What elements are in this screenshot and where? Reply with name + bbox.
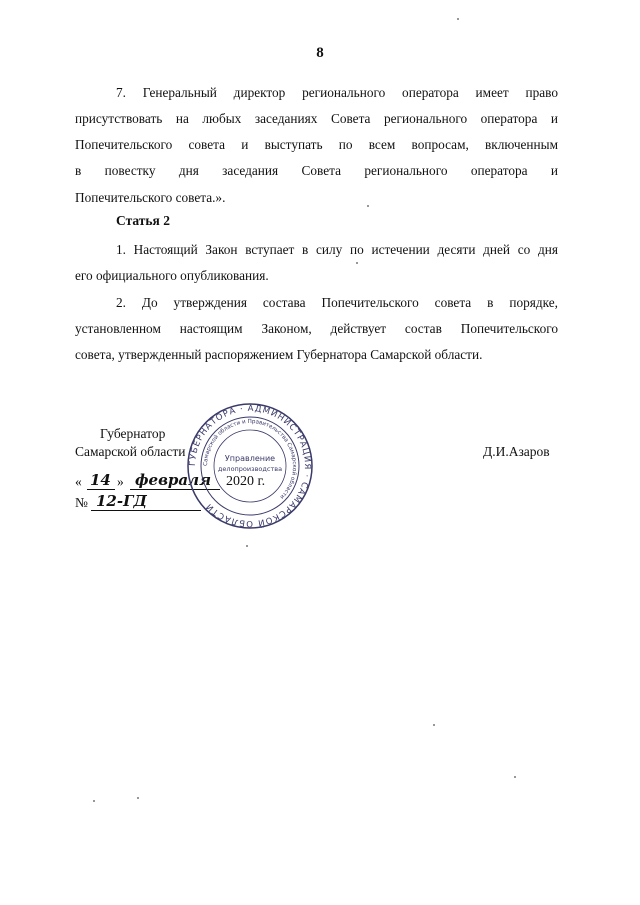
paragraph7-line4: в повестку дня заседания Совета регионального оператора и: [75, 163, 558, 178]
stamp-inner-text: Самарской области и Правительства Самарской области: [202, 418, 298, 500]
stamp-center-line1: Управление: [224, 454, 276, 463]
paragraph7-line1: 7. Генеральный директор регионального оператора имеет право: [116, 85, 558, 100]
scan-speck: [514, 776, 516, 778]
scan-speck: [137, 797, 139, 799]
signature-title-line2: Самарской области: [75, 444, 186, 459]
date-day-underline: [87, 489, 115, 490]
article2-heading: Статья 2: [116, 213, 170, 228]
stamp-outer-text: ГУБЕРНАТОРА · АДМИНИСТРАЦИЯ · САМАРСКОЙ ОБЛАСТИ: [187, 403, 313, 529]
scan-speck: [457, 18, 459, 20]
scan-speck: [93, 800, 95, 802]
signature-title-line1: Губернатор: [100, 426, 166, 441]
scan-speck: [433, 724, 435, 726]
article2-p1-line1: 1. Настоящий Закон вступает в силу по истечении десяти дней со дня: [116, 242, 558, 257]
article2-p2-line2: установленном настоящим Законом, действует состав Попечительского: [75, 321, 558, 336]
page-number: 8: [316, 45, 324, 61]
scan-speck: [356, 262, 358, 264]
paragraph7-line3: Попечительского совета и выступать по всем вопросам, включенным: [75, 137, 558, 152]
paragraph7-line2: присутствовать на любых заседаниях Совета регионального оператора и: [75, 111, 558, 126]
scan-speck: [246, 545, 248, 547]
date-year: 2020 г.: [226, 474, 266, 489]
date-day: 14: [90, 471, 111, 489]
date-close-quote: »: [117, 474, 124, 489]
number-value: 12-ГД: [96, 492, 147, 510]
article2-p2-line1: 2. До утверждения состава Попечительского совета в порядке,: [116, 295, 558, 310]
signatory-name: Д.И.Азаров: [483, 444, 550, 459]
date-month: февраля: [135, 471, 212, 489]
official-stamp: [185, 401, 315, 531]
date-open-quote: «: [75, 474, 82, 489]
paragraph7-line5: Попечительского совета.».: [75, 190, 226, 205]
article2-p2-line3: совета, утвержденный распоряжением Губернатора Самарской области.: [75, 347, 483, 362]
stamp-center-line2: делопроизводства: [217, 465, 283, 473]
article2-p1-line2: его официального опубликования.: [75, 268, 269, 283]
scan-speck: [367, 205, 369, 207]
number-label: №: [75, 495, 88, 510]
